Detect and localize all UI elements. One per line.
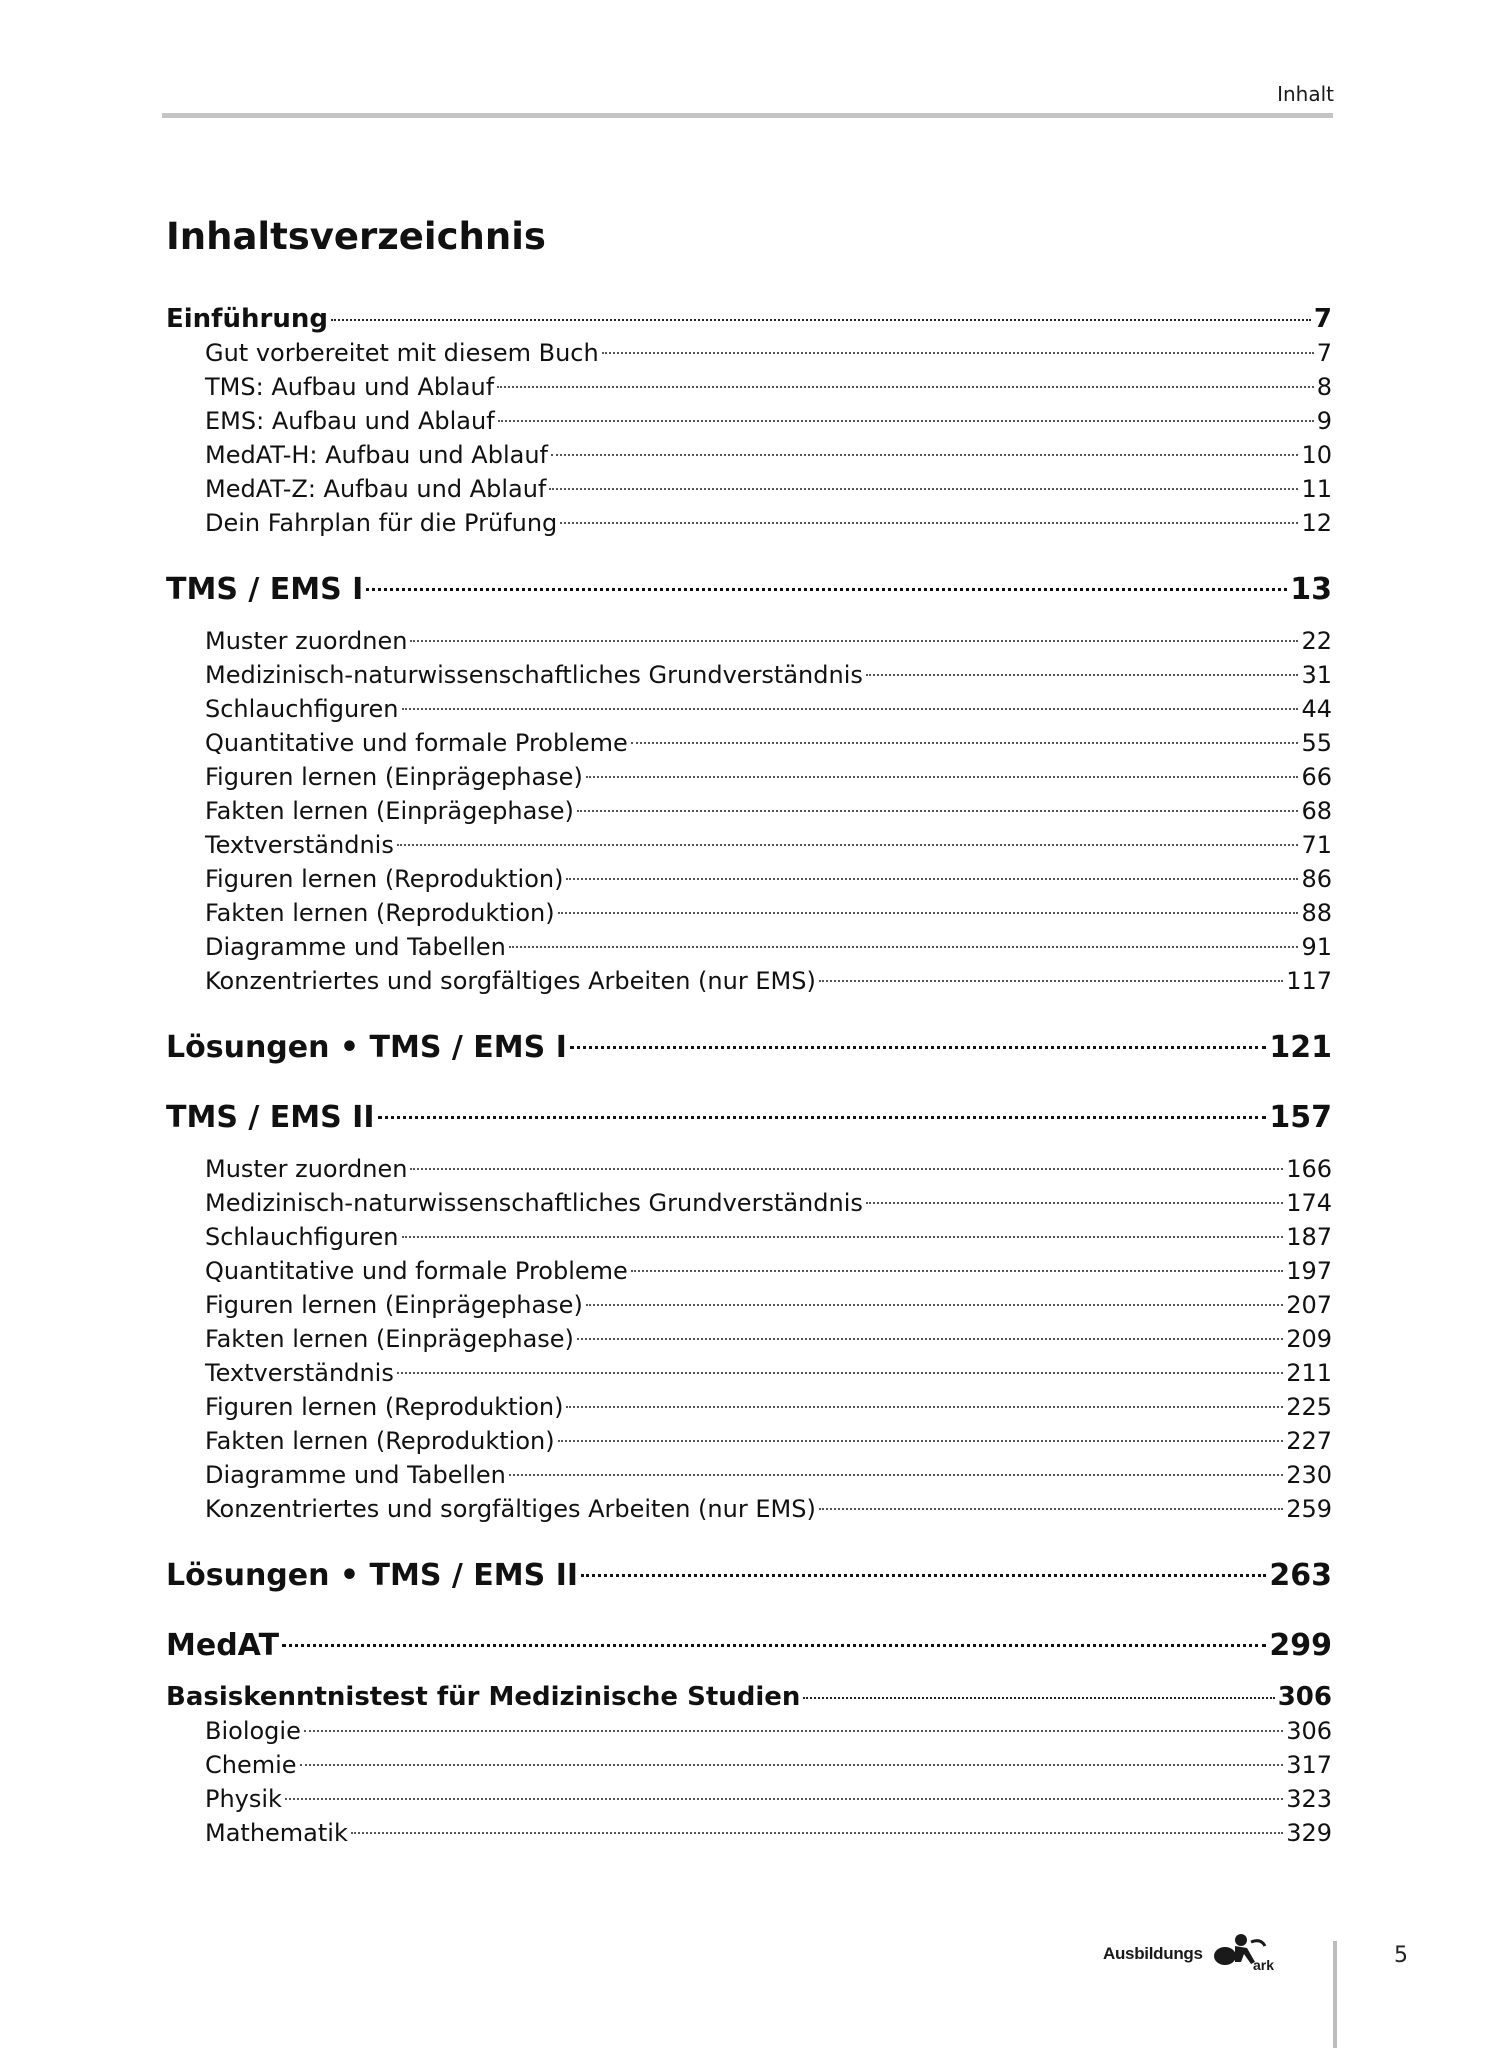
toc-entry <box>166 1288 1332 1322</box>
toc-dot-leader <box>577 1337 1283 1340</box>
toc-dot-leader <box>819 979 1283 982</box>
toc-page-number: 157 <box>1269 1100 1332 1135</box>
running-figure-logo-icon <box>1211 1932 1275 1973</box>
toc-entry-label: Muster zuordnen <box>205 1155 408 1183</box>
toc-page-number: 207 <box>1286 1291 1332 1319</box>
toc-entry <box>166 692 1332 726</box>
toc-entry-label: Diagramme und Tabellen <box>205 933 506 961</box>
toc-spacer <box>166 1596 1332 1626</box>
toc-dot-leader <box>566 1405 1283 1408</box>
toc-dot-leader <box>351 1831 1283 1834</box>
toc-page-number: 187 <box>1286 1223 1332 1251</box>
toc-page-number: 263 <box>1269 1558 1332 1593</box>
toc-entry <box>166 472 1332 506</box>
toc-entry <box>166 1424 1332 1458</box>
toc-dot-leader <box>581 1573 1266 1577</box>
toc-entry <box>166 1782 1332 1816</box>
toc-page-number: 86 <box>1301 865 1332 893</box>
toc-entry-label: Diagramme und Tabellen <box>205 1461 506 1489</box>
toc-page-number: 9 <box>1316 407 1332 435</box>
toc-page-number: 317 <box>1286 1751 1332 1779</box>
toc-entry <box>166 1186 1332 1220</box>
toc-entry-label: MedAT <box>166 1628 280 1663</box>
toc-dot-leader <box>866 1201 1283 1204</box>
toc-entry-label: Figuren lernen (Einprägephase) <box>205 1291 583 1319</box>
toc-dot-leader <box>397 843 1299 846</box>
toc-page-number: 197 <box>1286 1257 1332 1285</box>
toc-entry-label: Quantitative und formale Probleme <box>205 1257 628 1285</box>
toc-entry-label: Schlauchfiguren <box>205 1223 399 1251</box>
toc-entry <box>166 1390 1332 1424</box>
toc-dot-leader <box>586 1303 1283 1306</box>
toc-dot-leader <box>631 1269 1283 1272</box>
toc-entry-label: Medizinisch-naturwissenschaftliches Grundverständnis <box>205 1189 863 1217</box>
toc-entry <box>166 1816 1332 1850</box>
toc-entry-label: Muster zuordnen <box>205 627 408 655</box>
toc-page-number: 55 <box>1301 729 1332 757</box>
toc-dot-leader <box>497 385 1314 388</box>
toc-page-number: 8 <box>1316 373 1332 401</box>
toc-section <box>166 302 1332 336</box>
toc-entry <box>166 1748 1332 1782</box>
toc-dot-leader <box>631 741 1299 744</box>
footer-rule <box>1333 1941 1337 2048</box>
page-number: 5 <box>1394 1943 1408 1968</box>
toc-page-number: 44 <box>1301 695 1332 723</box>
toc-page-number: 211 <box>1286 1359 1332 1387</box>
toc-entry <box>166 1714 1332 1748</box>
toc-entry <box>166 1492 1332 1526</box>
toc-page-number: 7 <box>1316 339 1332 367</box>
toc-section <box>166 1680 1332 1714</box>
toc-entry <box>166 1458 1332 1492</box>
toc-entry-label: Gut vorbereitet mit diesem Buch <box>205 339 599 367</box>
toc-chapter <box>166 1098 1332 1138</box>
toc-dot-leader <box>304 1729 1283 1732</box>
toc-dot-leader <box>602 351 1314 354</box>
toc-page-number: 12 <box>1301 509 1332 537</box>
toc-page-number: 121 <box>1269 1030 1332 1065</box>
toc-page-number: 11 <box>1301 475 1332 503</box>
toc-entry-label: Medizinisch-naturwissenschaftliches Grundverständnis <box>205 661 863 689</box>
toc-entry-label: TMS / EMS II <box>166 1100 375 1135</box>
toc-page-number: 91 <box>1301 933 1332 961</box>
toc-entry-label: Basiskenntnistest für Medizinische Studien <box>166 1682 801 1712</box>
toc-spacer <box>166 610 1332 624</box>
toc-page-number: 227 <box>1286 1427 1332 1455</box>
toc-dot-leader <box>282 1643 1266 1647</box>
toc-entry-label: Schlauchfiguren <box>205 695 399 723</box>
toc-page-number: 31 <box>1301 661 1332 689</box>
toc-dot-leader <box>566 877 1298 880</box>
toc-dot-leader <box>300 1763 1284 1766</box>
toc-dot-leader <box>402 707 1299 710</box>
toc-spacer <box>166 1526 1332 1556</box>
toc-entry <box>166 658 1332 692</box>
toc-entry-label: Chemie <box>205 1751 297 1779</box>
toc-entry <box>166 760 1332 794</box>
toc-page-number: 225 <box>1286 1393 1332 1421</box>
toc-entry-label: EMS: Aufbau und Ablauf <box>205 407 495 435</box>
toc-entry <box>166 964 1332 998</box>
toc-chapter <box>166 1626 1332 1666</box>
toc-entry-label: Lösungen • TMS / EMS II <box>166 1558 579 1593</box>
toc-entry-label: Mathematik <box>205 1819 348 1847</box>
toc-page-number: 10 <box>1301 441 1332 469</box>
page-title: Inhaltsverzeichnis <box>166 215 546 258</box>
toc-entry-label: Konzentriertes und sorgfältiges Arbeiten (nur EMS) <box>205 1495 816 1523</box>
toc-page-number: 68 <box>1301 797 1332 825</box>
toc-dot-leader <box>551 453 1298 456</box>
toc-page-number: 306 <box>1286 1717 1332 1745</box>
toc-entry-label: Einführung <box>166 304 328 334</box>
toc-dot-leader <box>402 1235 1284 1238</box>
toc-entry-label: Quantitative und formale Probleme <box>205 729 628 757</box>
toc-spacer <box>166 1666 1332 1680</box>
toc-page-number: 166 <box>1286 1155 1332 1183</box>
toc-dot-leader <box>560 521 1298 524</box>
svg-text:ark: ark <box>1253 1957 1275 1973</box>
toc-entry-label: Fakten lernen (Reproduktion) <box>205 899 555 927</box>
toc-entry <box>166 438 1332 472</box>
toc-spacer <box>166 1138 1332 1152</box>
toc-spacer <box>166 540 1332 570</box>
logo-text: Ausbildungs <box>1103 1944 1203 1963</box>
toc-entry <box>166 794 1332 828</box>
toc-entry <box>166 370 1332 404</box>
toc-dot-leader <box>866 673 1299 676</box>
toc-dot-leader <box>498 419 1314 422</box>
toc-page-number: 71 <box>1301 831 1332 859</box>
toc-chapter <box>166 570 1332 610</box>
toc-entry <box>166 1152 1332 1186</box>
toc-entry-label: Fakten lernen (Einprägephase) <box>205 797 574 825</box>
toc-entry-label: Dein Fahrplan für die Prüfung <box>205 509 558 537</box>
toc-entry-label: TMS: Aufbau und Ablauf <box>205 373 495 401</box>
toc-chapter <box>166 1556 1332 1596</box>
toc-entry-label: Textverständnis <box>205 1359 394 1387</box>
toc-entry-label: Fakten lernen (Reproduktion) <box>205 1427 555 1455</box>
table-of-contents <box>166 302 1332 1850</box>
toc-dot-leader <box>397 1371 1283 1374</box>
toc-entry-label: Textverständnis <box>205 831 394 859</box>
toc-dot-leader <box>410 639 1298 642</box>
toc-entry-label: Fakten lernen (Einprägephase) <box>205 1325 574 1353</box>
toc-page-number: 13 <box>1290 572 1332 607</box>
toc-entry <box>166 862 1332 896</box>
toc-entry <box>166 336 1332 370</box>
toc-entry <box>166 828 1332 862</box>
toc-entry <box>166 1254 1332 1288</box>
toc-entry <box>166 896 1332 930</box>
toc-spacer <box>166 1068 1332 1098</box>
toc-entry-label: Physik <box>205 1785 282 1813</box>
toc-entry-label: Figuren lernen (Einprägephase) <box>205 763 583 791</box>
toc-entry-label: Figuren lernen (Reproduktion) <box>205 1393 564 1421</box>
toc-page-number: 329 <box>1286 1819 1332 1847</box>
toc-page-number: 7 <box>1313 304 1332 334</box>
toc-entry-label: TMS / EMS I <box>166 572 364 607</box>
toc-page-number: 299 <box>1269 1628 1332 1663</box>
toc-page-number: 117 <box>1286 967 1332 995</box>
toc-dot-leader <box>549 487 1298 490</box>
running-head: Inhalt <box>1277 82 1334 106</box>
toc-dot-leader <box>558 1439 1284 1442</box>
toc-page-number: 323 <box>1286 1785 1332 1813</box>
toc-entry-label: Lösungen • TMS / EMS I <box>166 1030 567 1065</box>
toc-entry <box>166 506 1332 540</box>
toc-page-number: 66 <box>1301 763 1332 791</box>
toc-dot-leader <box>509 945 1299 948</box>
toc-entry <box>166 930 1332 964</box>
toc-entry-label: MedAT-H: Aufbau und Ablauf <box>205 441 548 469</box>
toc-entry <box>166 1356 1332 1390</box>
toc-entry-label: Figuren lernen (Reproduktion) <box>205 865 564 893</box>
toc-page-number: 22 <box>1301 627 1332 655</box>
toc-entry-label: Konzentriertes und sorgfältiges Arbeiten (nur EMS) <box>205 967 816 995</box>
toc-page-number: 88 <box>1301 899 1332 927</box>
toc-dot-leader <box>509 1473 1283 1476</box>
toc-dot-leader <box>331 318 1311 321</box>
toc-dot-leader <box>558 911 1299 914</box>
toc-entry <box>166 624 1332 658</box>
toc-dot-leader <box>819 1507 1283 1510</box>
toc-entry <box>166 404 1332 438</box>
toc-entry <box>166 726 1332 760</box>
toc-spacer <box>166 998 1332 1028</box>
header-rule <box>162 113 1333 118</box>
toc-page-number: 230 <box>1286 1461 1332 1489</box>
toc-dot-leader <box>285 1797 1283 1800</box>
toc-entry <box>166 1322 1332 1356</box>
toc-page-number: 174 <box>1286 1189 1332 1217</box>
toc-dot-leader <box>410 1167 1283 1170</box>
toc-entry-label: MedAT-Z: Aufbau und Ablauf <box>205 475 547 503</box>
toc-page-number: 259 <box>1286 1495 1332 1523</box>
publisher-logo <box>1103 1932 1283 1972</box>
toc-dot-leader <box>366 587 1287 591</box>
toc-entry <box>166 1220 1332 1254</box>
toc-page-number: 209 <box>1286 1325 1332 1353</box>
toc-chapter <box>166 1028 1332 1068</box>
toc-page-number: 306 <box>1277 1682 1332 1712</box>
toc-dot-leader <box>577 809 1299 812</box>
toc-dot-leader <box>803 1696 1274 1699</box>
toc-entry-label: Biologie <box>205 1717 301 1745</box>
toc-dot-leader <box>570 1045 1267 1049</box>
toc-dot-leader <box>586 775 1299 778</box>
toc-dot-leader <box>378 1115 1267 1119</box>
